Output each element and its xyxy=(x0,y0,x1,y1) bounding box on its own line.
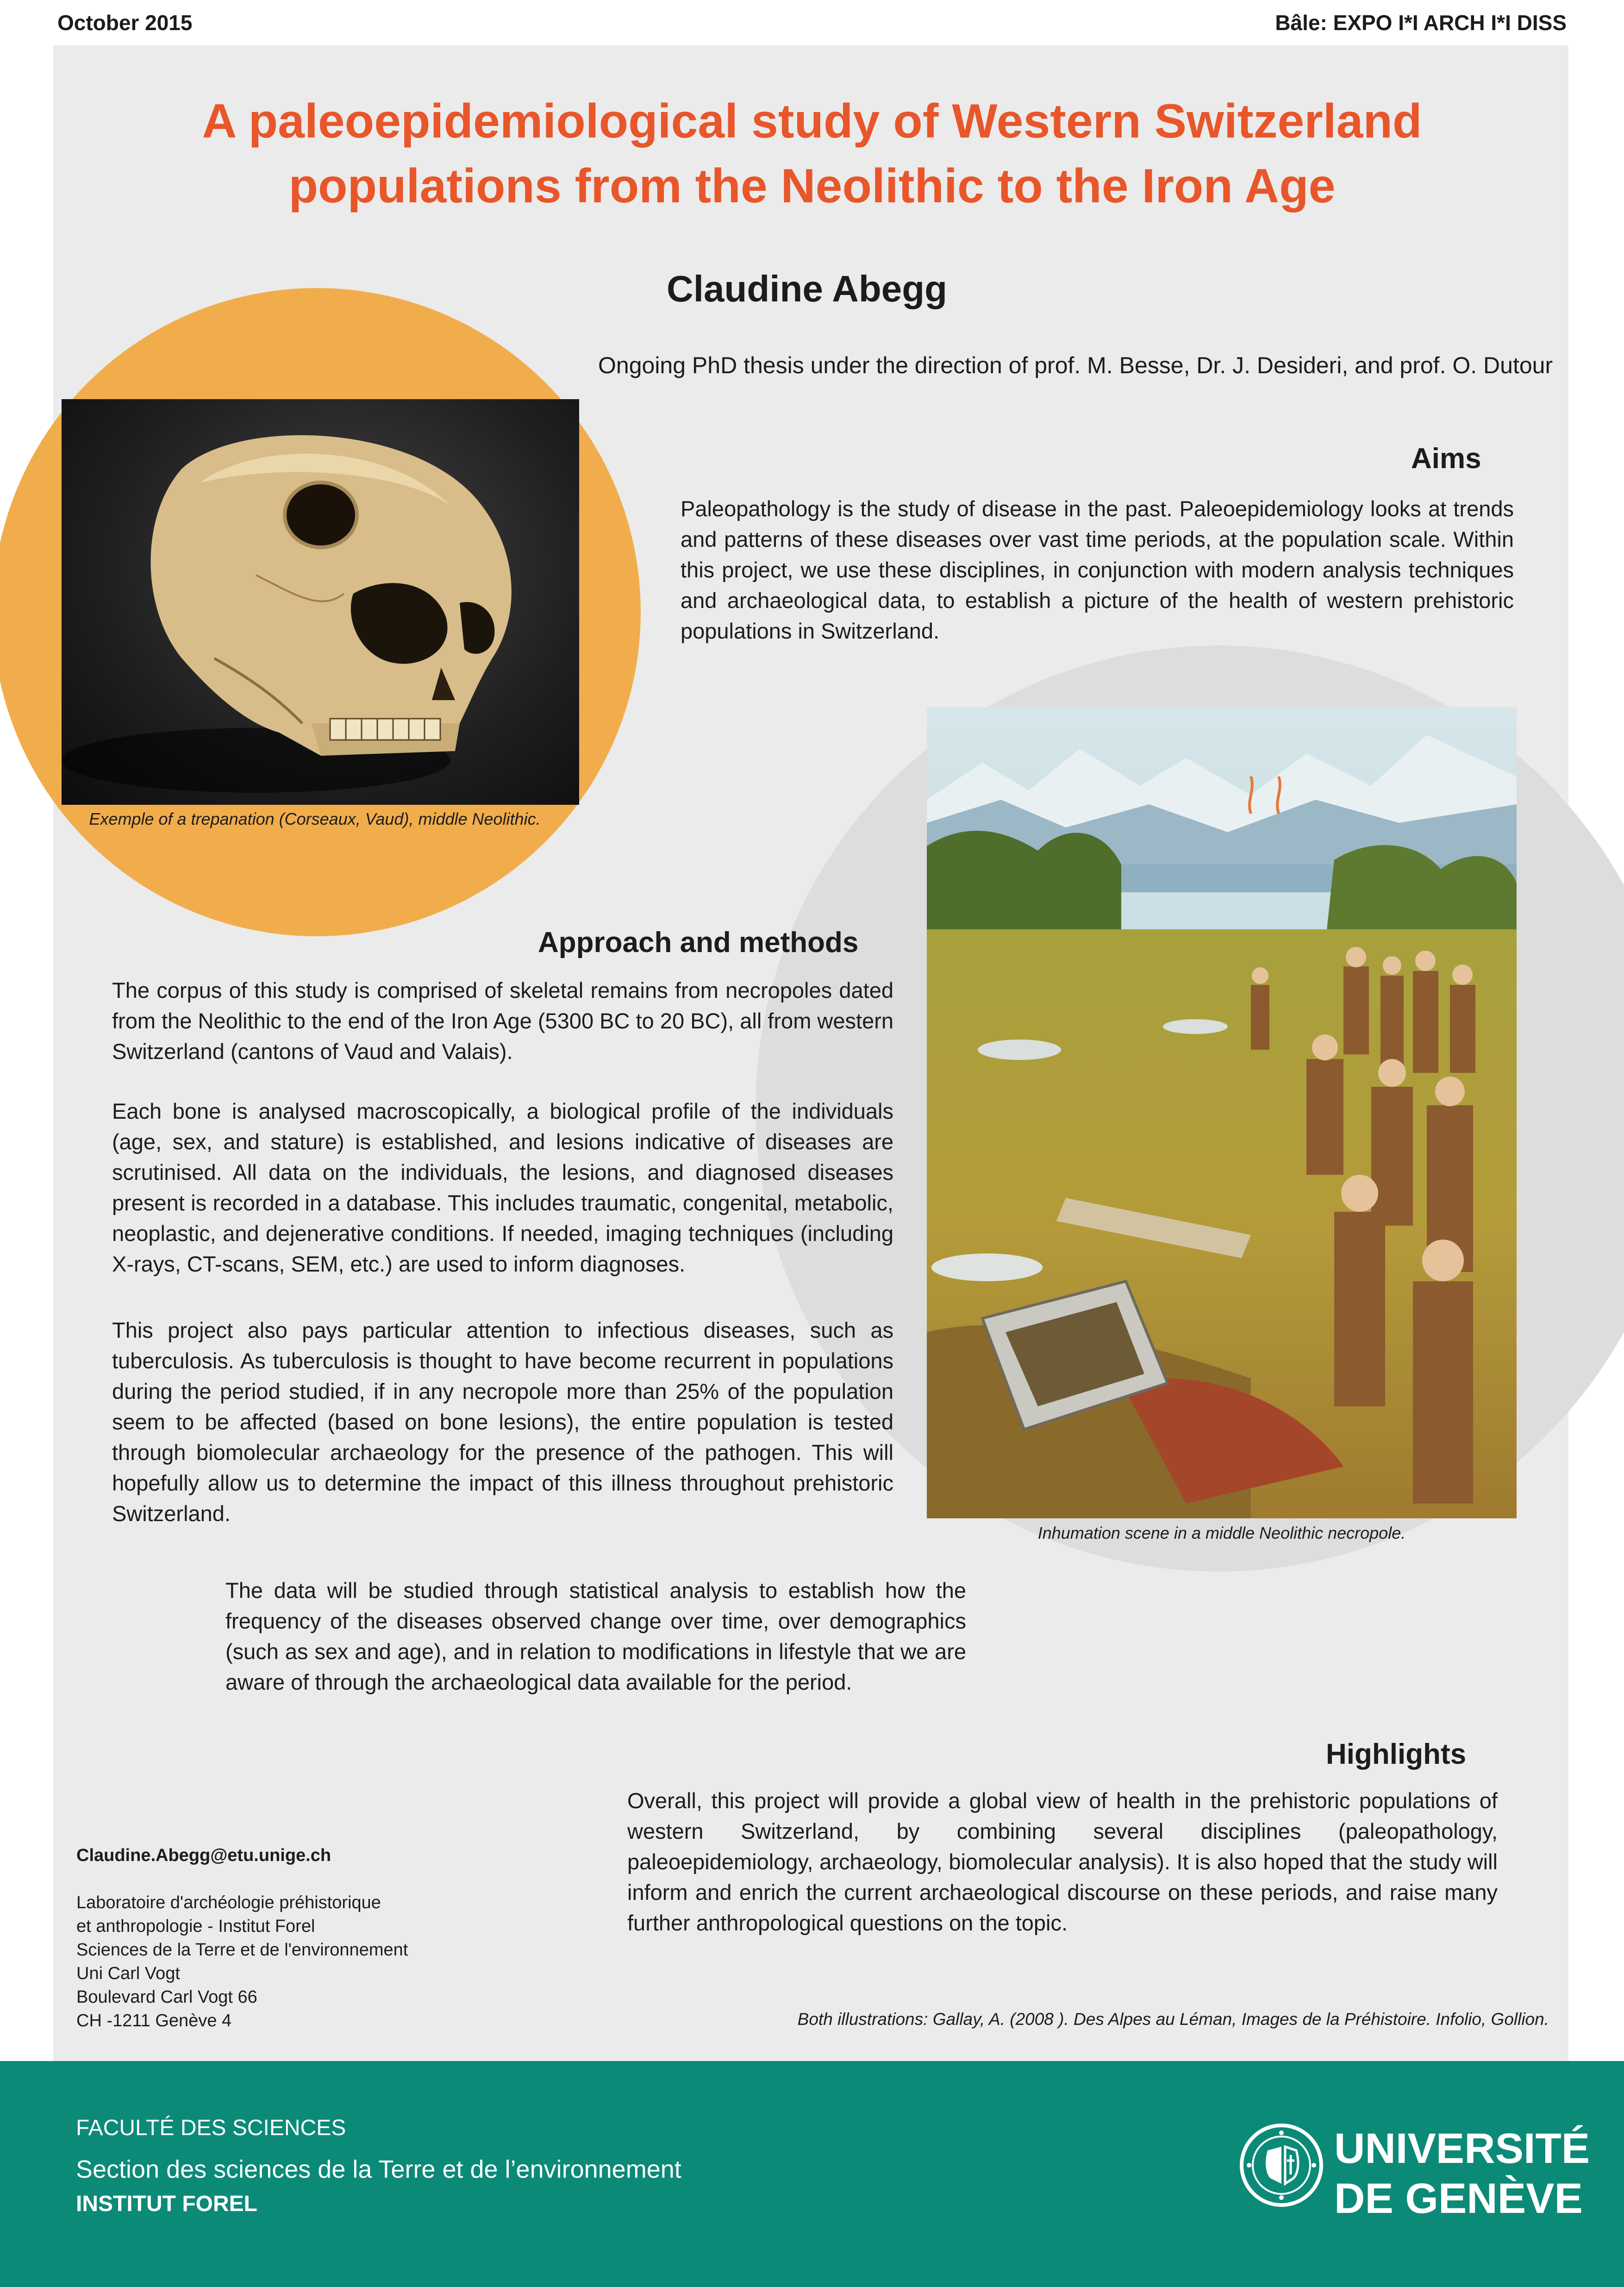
approach-paragraph-1: The corpus of this study is comprised of skeletal remains from necropoles dated from the Neolithic to the end of the Iron Age (5300 BC to 20 BC), all from western Switzerland (cantons of Vaud and Valais). xyxy=(112,978,893,1064)
university-name-line-1: UNIVERSITÉ xyxy=(1334,2125,1590,2172)
thesis-subtitle: Ongoing PhD thesis under the direction of prof. M. Besse, Dr. J. Desideri, and prof. O. Dutour xyxy=(598,352,1553,378)
faculty-label: FACULTÉ DES SCIENCES xyxy=(76,2116,346,2140)
inhumation-scene-illustration xyxy=(927,707,1517,1518)
address-line: Sciences de la Terre et de l'environnement xyxy=(76,1940,408,1960)
contact-email[interactable]: Claudine.Abegg@etu.unige.ch xyxy=(76,1846,331,1865)
skull-icon xyxy=(62,399,579,805)
event-label: Bâle: EXPO I*I ARCH I*I DISS xyxy=(1275,11,1567,35)
address-line: CH -1211 Genève 4 xyxy=(76,2011,232,2030)
approach-paragraph-3: This project also pays particular attention to infectious diseases, such as tuberculosis. As tuberculosis is thought to have become recurrent in populations during the period studied, if in any necropole more than 25% of the population seem to be affected (based on bone lesions), the entire population is tested through biomolecular archaeology for the presence of the pathogen. This will hopefully allow us to determine the impact of this illness throughout prehistoric Switzerland. xyxy=(112,1318,893,1526)
author-name: Claudine Abegg xyxy=(667,268,947,309)
institute-label: INSTITUT FOREL xyxy=(76,2192,257,2216)
approach-heading: Approach and methods xyxy=(538,927,859,959)
section-label: Section des sciences de la Terre et de l’environnement xyxy=(76,2155,681,2183)
address-line: et anthropologie - Institut Forel xyxy=(76,1917,315,1936)
illustration-credits: Both illustrations: Gallay, A. (2008 ). Des Alpes au Léman, Images de la Préhistoire. Infolio, Gollion. xyxy=(797,2010,1549,2029)
university-logo-text xyxy=(1334,2124,1590,2224)
university-name-line-2: DE GENÈVE xyxy=(1334,2175,1583,2222)
data-analysis-paragraph: The data will be studied through statistical analysis to establish how the frequency of the diseases observed change over time, over demographics (such as sex and age), and in relation to modifications in lifestyle that we are aware of through the archaeological data available for the period. xyxy=(225,1578,966,1694)
aims-text: Paleopathology is the study of disease in the past. Paleoepidemiology looks at trends and patterns of these diseases over vast time periods, at the population scale. Within this project, we use these disciplines, in conjunction with modern analysis techniques and archaeological data, to establish a picture of the health of western prehistoric populations in Switzerland. xyxy=(681,496,1514,643)
poster-title xyxy=(0,89,1624,219)
title-line-1: A paleoepidemiological study of Western Switzerland xyxy=(202,94,1422,148)
contact-address xyxy=(76,1891,408,2033)
highlights-heading: Highlights xyxy=(1326,1738,1467,1770)
poster-date: October 2015 xyxy=(57,11,193,35)
highlights-text: Overall, this project will provide a global view of health in the prehistoric populations of western Switzerland, by combining several disciplines (paleopathology, paleoepidemiology, archaeology, biomolecular analysis). It is also hoped that the study will inform and enrich the current archaeological discourse on these periods, and raise many further anthropological questions on the topic. xyxy=(627,1788,1498,1935)
address-line: Laboratoire d'archéologie préhistorique xyxy=(76,1893,381,1912)
approach-paragraph-2: Each bone is analysed macroscopically, a biological profile of the individuals (age, sex, and stature) is established, and lesions indicative of diseases are scrutinised. All data on the individuals, the lesions, and diagnosed diseases present is recorded in a database. This includes traumatic, congenital, metabolic, neoplastic, and dejenerative conditions. If needed, imaging techniques (including X-rays, CT-scans, SEM, etc.) are used to inform diagnoses. xyxy=(112,1099,893,1276)
address-line: Uni Carl Vogt xyxy=(76,1964,180,1983)
aims-heading: Aims xyxy=(1411,443,1481,475)
address-line: Boulevard Carl Vogt 66 xyxy=(76,1987,257,2007)
university-seal-icon xyxy=(1239,2123,1324,2208)
necropolis-scene-icon xyxy=(927,707,1517,1518)
title-line-2: populations from the Neolithic to the Iron Age xyxy=(288,159,1336,213)
skull-caption: Exemple of a trepanation (Corseaux, Vaud), middle Neolithic. xyxy=(89,809,541,828)
scene-caption: Inhumation scene in a middle Neolithic necropole. xyxy=(1037,1523,1406,1542)
skull-trepanation-photo xyxy=(62,399,579,805)
